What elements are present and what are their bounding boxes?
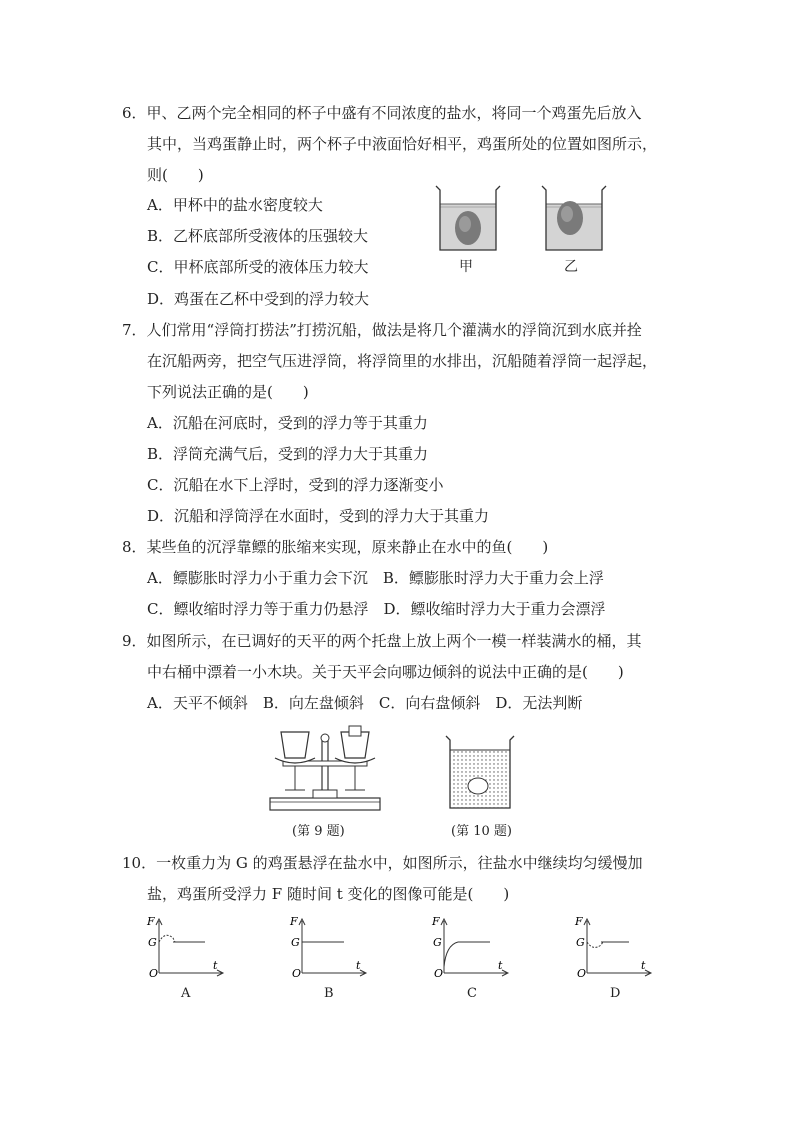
graph-c-g: G <box>433 936 442 949</box>
graph-b <box>288 915 378 980</box>
q10-line1: 10．一枚重力为 G 的鸡蛋悬浮在盐水中，如图所示，往盐水中继续均匀缓慢加 <box>122 854 643 872</box>
q7-line2: 在沉船两旁，把空气压进浮筒，将浮筒里的水排出，沉船随着浮筒一起浮起， <box>147 352 658 370</box>
graph-d-curve <box>587 942 603 947</box>
q7-line1: 7．人们常用“浮筒打捞法”打捞沉船，做法是将几个灌满水的浮筒沉到水底并拴 <box>122 321 642 339</box>
q9-options-row: A．天平不倾斜 B．向左盘倾斜 C．向右盘倾斜 D．无法判断 <box>147 694 583 712</box>
cup-jia <box>436 186 500 250</box>
q8-options-row2: C．鳔收缩时浮力等于重力仍悬浮 D．鳔收缩时浮力大于重力会漂浮 <box>147 600 606 618</box>
graph-a-curve <box>159 935 175 942</box>
egg <box>468 778 488 794</box>
balance-figure <box>265 728 385 814</box>
graph-a-f: F <box>147 915 155 928</box>
graph-c <box>430 915 520 980</box>
graph-b-t: t <box>356 959 361 972</box>
q6-line1: 6．甲、乙两个完全相同的杯子中盛有不同浓度的盐水，将同一个鸡蛋先后放入 <box>122 104 642 122</box>
graph-a-g: G <box>148 936 157 949</box>
q8-line1: 8．某些鱼的沉浮靠鳔的胀缩来实现，原来静止在水中的鱼( ) <box>122 538 549 556</box>
q6-option-a: A．甲杯中的盐水密度较大 <box>147 196 323 214</box>
graph-d-o: O <box>577 967 587 980</box>
q7-option-b: B．浮筒充满气后，受到的浮力大于其重力 <box>147 445 429 463</box>
q7-option-d: D．沉船和浮筒浮在水面时，受到的浮力大于其重力 <box>147 507 490 525</box>
q6-line2: 其中，当鸡蛋静止时，两个杯子中液面恰好相平，鸡蛋所处的位置如图所示， <box>147 135 658 153</box>
wood-block <box>349 726 361 736</box>
graph-a <box>145 915 235 980</box>
graph-label-a: A <box>181 986 191 1001</box>
graph-c-t: t <box>498 959 503 972</box>
left-bucket <box>281 732 309 758</box>
graph-c-f: F <box>432 915 440 928</box>
graph-label-d: D <box>610 986 621 1001</box>
q7-option-a: A．沉船在河底时，受到的浮力等于其重力 <box>147 414 428 432</box>
graph-b-f: F <box>290 915 298 928</box>
q9-line2: 中右桶中漂着一小木块。关于天平会向哪边倾斜的说法中正确的是( ) <box>147 663 624 681</box>
q7-option-c: C．沉船在水下上浮时，受到的浮力逐渐变小 <box>147 476 444 494</box>
graph-b-g: G <box>291 936 300 949</box>
graph-label-c: C <box>467 986 477 1001</box>
q10-line2: 盐，鸡蛋所受浮力 F 随时间 t 变化的图像可能是( ) <box>147 885 510 903</box>
graph-c-curve <box>444 942 458 967</box>
q8-options-row1: A．鳔膨胀时浮力小于重力会下沉 B．鳔膨胀时浮力大于重力会上浮 <box>147 569 604 587</box>
graph-d-t: t <box>641 959 646 972</box>
cup-yi <box>542 186 606 250</box>
q6-option-c: C．甲杯底部所受的液体压力较大 <box>147 258 369 276</box>
cup-label-yi: 乙 <box>564 259 578 275</box>
graph-c-o: O <box>434 967 444 980</box>
graph-a-o: O <box>149 967 159 980</box>
q9-caption: (第 9 题) <box>292 824 345 839</box>
beaker-figure <box>444 734 520 812</box>
q7-line3: 下列说法正确的是( ) <box>147 383 309 401</box>
graph-b-o: O <box>292 967 302 980</box>
q6-option-d: D．鸡蛋在乙杯中受到的浮力较大 <box>147 290 370 308</box>
graph-d-g: G <box>576 936 585 949</box>
q6-option-b: B．乙杯底部所受液体的压强较大 <box>147 227 369 245</box>
graph-d <box>573 915 663 980</box>
q9-line1: 9．如图所示，在已调好的天平的两个托盘上放上两个一模一样装满水的桶，其 <box>122 632 642 650</box>
q6-line3: 则( ) <box>147 166 204 184</box>
graph-a-t: t <box>213 959 218 972</box>
q10-caption: (第 10 题) <box>451 824 512 839</box>
cup-label-jia: 甲 <box>459 259 473 275</box>
graph-d-f: F <box>575 915 583 928</box>
graph-label-b: B <box>324 986 334 1001</box>
